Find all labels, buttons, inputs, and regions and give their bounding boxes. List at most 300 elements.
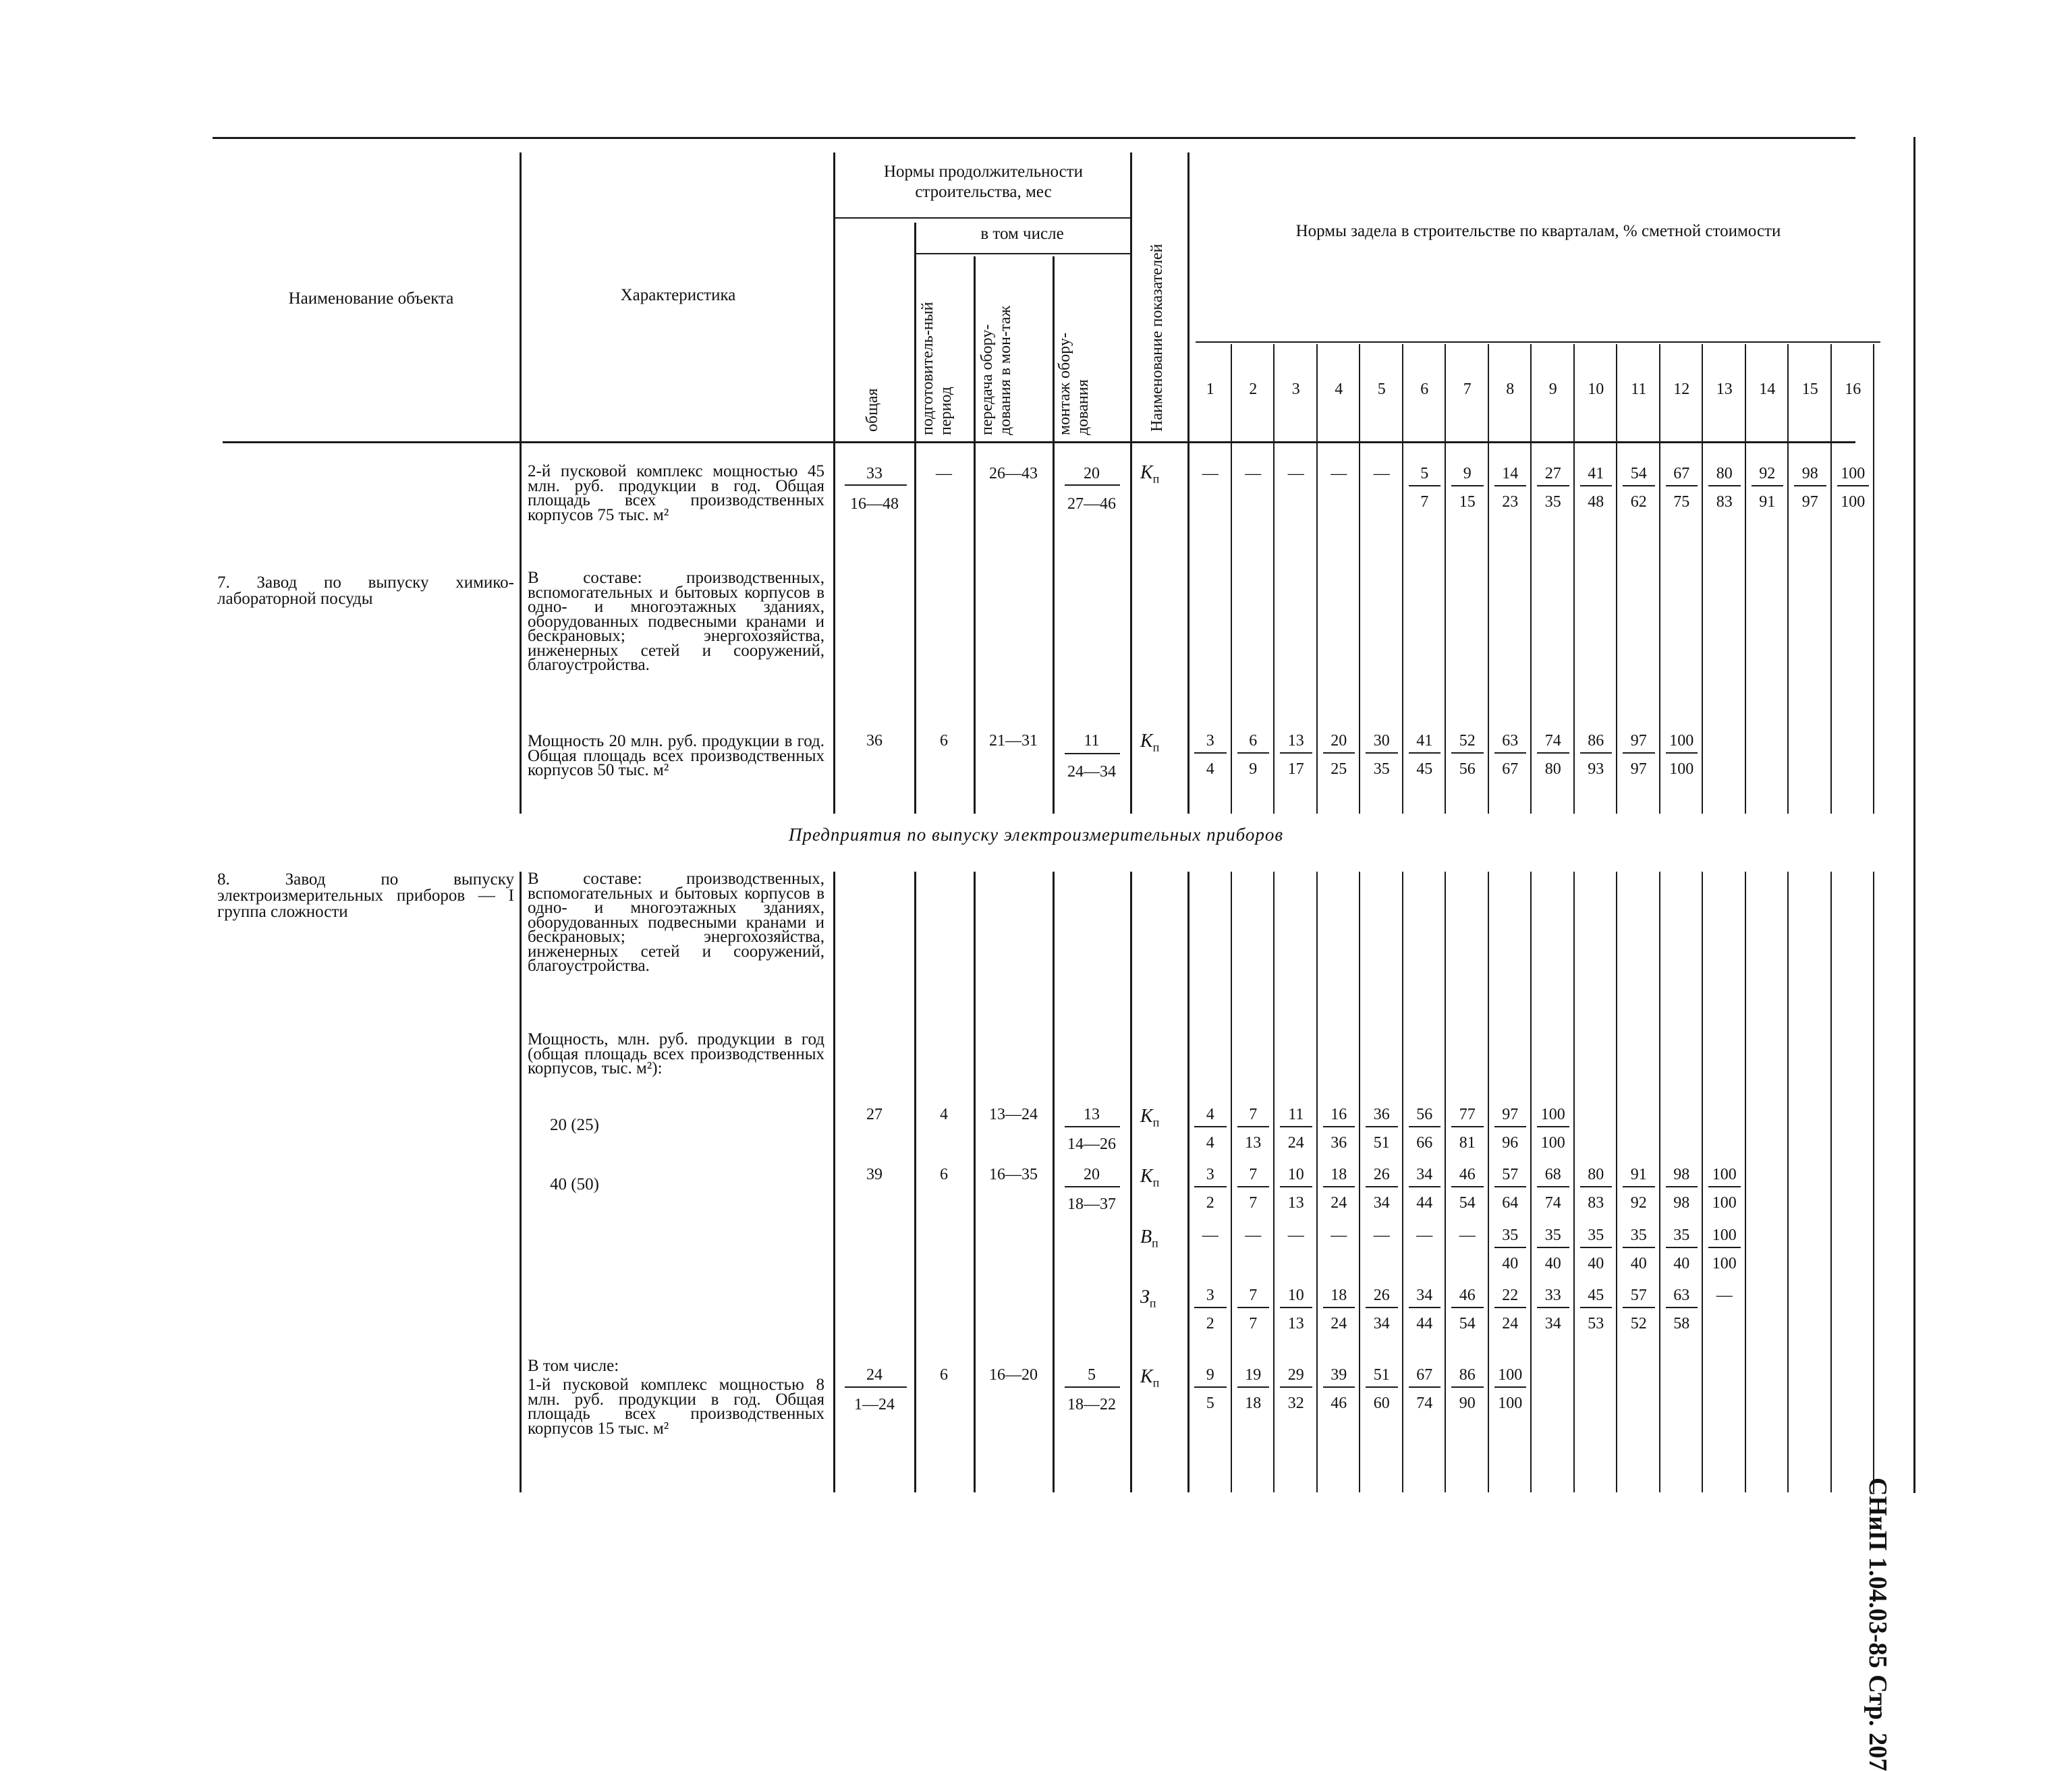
quarter-value-rule	[1494, 1186, 1527, 1187]
top-rule	[213, 137, 1855, 139]
object7-row-a-text: 2-й пусковой комплекс мощностью 45 млн. руб. продукции в год. Общая площадь всех производственных корпусов 75 тыс. м²	[528, 462, 824, 524]
quarter-value-bottom: 83	[1716, 493, 1733, 511]
quarter-column-line	[1830, 872, 1832, 1492]
quarter-value-bottom: 34	[1373, 1315, 1390, 1332]
quarter-value-rule	[1623, 1247, 1655, 1248]
quarter-value-rule	[1666, 1307, 1698, 1308]
quarter-value-bottom: 100	[1669, 760, 1694, 778]
quarter-value-top: 35	[1673, 1227, 1690, 1244]
o7b-prep: 6	[940, 732, 948, 750]
o8-40-install-rule	[1065, 1186, 1120, 1187]
quarter-value-top: —	[1331, 1227, 1347, 1244]
quarter-value-bottom: 24	[1331, 1194, 1347, 1212]
header-object-name: Наименование объекта	[288, 289, 454, 308]
quarter-value-rule	[1366, 1186, 1398, 1187]
quarter-value-top: 56	[1416, 1106, 1433, 1123]
o8c-install: 5	[1088, 1366, 1096, 1384]
quarter-header: 5	[1377, 381, 1386, 398]
o8-40-general: 39	[866, 1166, 883, 1183]
quarter-value-rule	[1623, 485, 1655, 486]
quarter-value-top: 9	[1463, 465, 1472, 482]
quarter-value-bottom: 18	[1245, 1395, 1262, 1412]
quarter-value-bottom: 100	[1540, 1134, 1565, 1152]
quarter-value-bottom: 4	[1206, 1134, 1214, 1152]
quarter-value-rule	[1580, 485, 1613, 486]
quarter-value-top: 30	[1373, 732, 1390, 750]
o8-40-transfer: 16—35	[989, 1166, 1038, 1183]
quarter-value-top: 7	[1249, 1166, 1258, 1183]
quarter-value-rule	[1494, 752, 1527, 754]
quarter-value-top: 6	[1249, 732, 1258, 750]
quarter-value-top: 100	[1540, 1106, 1565, 1123]
quarter-value-top: 35	[1588, 1227, 1604, 1244]
quarter-value-top: 57	[1502, 1166, 1519, 1183]
quarter-header: 15	[1801, 381, 1818, 398]
quarter-value-top: 74	[1544, 732, 1561, 750]
quarter-value-rule	[1323, 1186, 1355, 1187]
o8c-indicator: $К_п$	[1140, 1366, 1160, 1390]
quarter-value-top: 19	[1245, 1366, 1262, 1384]
quarter-value-top: —	[1716, 1287, 1733, 1304]
o8c-general-rule	[845, 1386, 907, 1388]
o8c-transfer: 16—20	[989, 1366, 1038, 1384]
quarter-value-bottom: 44	[1416, 1194, 1433, 1212]
header-in-that: в том числе	[980, 225, 1064, 243]
header-install: монтаж обору-дования	[1056, 333, 1092, 435]
quarter-value-rule	[1580, 1186, 1613, 1187]
quarter-column-line	[1787, 344, 1789, 814]
o7a-general: 33	[866, 465, 883, 482]
quarter-value-top: 35	[1502, 1227, 1519, 1244]
quarter-header: 12	[1673, 381, 1690, 398]
quarter-value-rule	[1708, 485, 1741, 486]
quarter-value-bottom: 90	[1459, 1395, 1476, 1412]
quarter-value-top: —	[1331, 465, 1347, 482]
quarter-value-rule	[1366, 1307, 1398, 1308]
quarter-value-bottom: 51	[1373, 1134, 1390, 1152]
quarter-value-bottom: 40	[1544, 1255, 1561, 1272]
object8-including: В том числе:	[528, 1357, 619, 1375]
quarter-value-bottom: 24	[1287, 1134, 1304, 1152]
col-sep-char-2	[833, 872, 835, 1492]
quarter-value-rule	[1323, 752, 1355, 754]
o8c-install2: 18—22	[1067, 1396, 1116, 1413]
quarter-header: 8	[1506, 381, 1515, 398]
quarter-value-top: —	[1287, 1227, 1304, 1244]
quarter-header: 6	[1420, 381, 1429, 398]
object7-name: 7. Завод по выпуску химико-лабораторной посуды	[217, 573, 514, 608]
quarter-value-top: 41	[1588, 465, 1604, 482]
quarter-value-top: —	[1373, 1227, 1390, 1244]
quarter-value-top: 41	[1416, 732, 1433, 750]
quarter-value-rule	[1237, 1186, 1270, 1187]
quarter-value-bottom: 75	[1673, 493, 1690, 511]
quarter-value-top: 68	[1544, 1166, 1561, 1183]
quarter-value-bottom: 53	[1588, 1315, 1604, 1332]
quarter-value-top: 51	[1373, 1366, 1390, 1384]
quarter-value-top: 7	[1249, 1287, 1258, 1304]
quarter-value-bottom: 52	[1630, 1315, 1647, 1332]
quarter-value-rule	[1451, 1386, 1484, 1388]
quarter-value-top: 10	[1287, 1166, 1304, 1183]
o7a-install2: 27—46	[1067, 495, 1116, 513]
quarter-value-bottom: 62	[1630, 493, 1647, 511]
quarter-value-rule	[1451, 1307, 1484, 1308]
quarter-value-rule	[1194, 1386, 1227, 1388]
quarter-value-top: 100	[1498, 1366, 1523, 1384]
quarter-value-rule	[1666, 752, 1698, 754]
quarter-value-top: 35	[1630, 1227, 1647, 1244]
quarter-value-top: —	[1202, 1227, 1219, 1244]
quarter-value-bottom: 7	[1249, 1315, 1258, 1332]
quarter-value-bottom: 5	[1206, 1395, 1214, 1412]
o8-20-install-rule	[1065, 1126, 1120, 1127]
quarter-value-rule	[1323, 1126, 1355, 1127]
col-sep-name	[520, 152, 522, 814]
quarter-value-rule	[1451, 485, 1484, 486]
quarter-value-rule	[1366, 752, 1398, 754]
col-sep-general	[914, 223, 916, 814]
o8c-install-rule	[1065, 1386, 1120, 1388]
quarter-value-bottom: 98	[1673, 1194, 1690, 1212]
o7a-indicator: $К_п$	[1140, 462, 1160, 486]
o8-40-prep: 6	[940, 1166, 948, 1183]
quarter-value-bottom: 45	[1416, 760, 1433, 778]
quarter-value-top: 13	[1287, 732, 1304, 750]
quarter-value-bottom: 2	[1206, 1194, 1214, 1212]
quarter-value-rule	[1237, 1386, 1270, 1388]
header-prep: подготовитель-ный период	[919, 302, 955, 435]
quarter-value-bottom: 2	[1206, 1315, 1214, 1332]
quarter-value-top: 100	[1841, 465, 1866, 482]
quarter-value-bottom: 36	[1331, 1134, 1347, 1152]
quarter-value-bottom: 34	[1373, 1194, 1390, 1212]
quarter-header: 9	[1548, 381, 1557, 398]
quarter-value-rule	[1623, 752, 1655, 754]
quarter-value-bottom: 17	[1287, 760, 1304, 778]
quarter-value-top: 35	[1544, 1227, 1561, 1244]
o7b-install-rule	[1065, 753, 1120, 754]
quarter-value-bottom: 56	[1459, 760, 1476, 778]
quarter-value-top: 98	[1673, 1166, 1690, 1183]
quarter-value-top: 91	[1630, 1166, 1647, 1183]
col-sep-prep	[974, 256, 976, 814]
quarter-value-bottom: 40	[1588, 1255, 1604, 1272]
header-bottom-rule	[223, 441, 1855, 443]
quarter-value-bottom: 74	[1416, 1395, 1433, 1412]
object8-row40-label: 40 (50)	[550, 1175, 599, 1193]
quarter-value-top: 3	[1206, 1287, 1214, 1304]
quarter-value-bottom: 60	[1373, 1395, 1390, 1412]
quarter-value-top: —	[1202, 465, 1219, 482]
quarter-value-bottom: 25	[1331, 760, 1347, 778]
quarter-value-bottom: 35	[1373, 760, 1390, 778]
quarter-value-top: 22	[1502, 1287, 1519, 1304]
col-sep-norms	[1130, 152, 1132, 814]
quarter-value-bottom: 4	[1206, 760, 1214, 778]
quarter-value-rule	[1494, 1247, 1527, 1248]
o8-40-install2: 18—37	[1067, 1196, 1116, 1213]
quarter-value-top: 27	[1544, 465, 1561, 482]
quarter-column-line	[1830, 344, 1832, 814]
quarter-value-rule	[1194, 1186, 1227, 1187]
quarter-value-top: 29	[1287, 1366, 1304, 1384]
quarter-value-top: 67	[1673, 465, 1690, 482]
o8-20-prep: 4	[940, 1106, 948, 1123]
quarter-value-bottom: 40	[1673, 1255, 1690, 1272]
in-that-rule	[916, 253, 1130, 254]
o7a-transfer: 26—43	[989, 465, 1038, 482]
quarter-value-top: 20	[1331, 732, 1347, 750]
quarter-value-bottom: 58	[1673, 1315, 1690, 1332]
quarter-value-top: 57	[1630, 1287, 1647, 1304]
quarter-value-rule	[1537, 485, 1569, 486]
quarter-value-rule	[1537, 1307, 1569, 1308]
object8-power-intro: Мощность, млн. руб. продукции в год (общая площадь всех производственных корпусов, тыс. м²):	[528, 1030, 824, 1077]
quarter-value-top: 80	[1716, 465, 1733, 482]
header-duration-norms: Нормы продолжительности строительства, мес	[883, 163, 1084, 201]
quarter-header: 4	[1335, 381, 1343, 398]
quarter-value-rule	[1237, 1307, 1270, 1308]
o7a-prep: —	[936, 465, 952, 482]
quarter-value-rule	[1580, 752, 1613, 754]
quarter-value-rule	[1537, 1126, 1569, 1127]
quarter-header: 7	[1463, 381, 1472, 398]
quarter-header: 11	[1631, 381, 1647, 398]
quarter-value-bottom: 9	[1249, 760, 1258, 778]
quarter-value-bottom: 23	[1502, 493, 1519, 511]
quarter-value-bottom: 97	[1630, 760, 1647, 778]
o7b-general: 36	[866, 732, 883, 750]
quarter-value-top: 54	[1630, 465, 1647, 482]
quarter-value-rule	[1451, 1186, 1484, 1187]
section-title: Предприятия по выпуску электроизмерительных приборов	[788, 824, 1284, 845]
o8-40-indicator: $К_п$	[1140, 1166, 1160, 1189]
col-sep-indicator	[1187, 152, 1189, 814]
quarter-value-top: —	[1416, 1227, 1433, 1244]
quarter-value-top: 100	[1712, 1227, 1737, 1244]
o7a-general2: 16—48	[850, 495, 899, 513]
quarter-value-rule	[1794, 485, 1826, 486]
quarter-value-top: 45	[1588, 1287, 1604, 1304]
quarter-header: 14	[1759, 381, 1776, 398]
quarter-value-top: 34	[1416, 1166, 1433, 1183]
quarter-value-top: 92	[1759, 465, 1776, 482]
o7b-install: 11	[1084, 732, 1100, 750]
o8-z-indicator: $З_п$	[1140, 1287, 1156, 1310]
o8-20-install: 13	[1084, 1106, 1100, 1123]
quarter-value-top: 86	[1459, 1366, 1476, 1384]
quarter-value-rule	[1623, 1186, 1655, 1187]
quarter-value-bottom: 83	[1588, 1194, 1604, 1212]
quarter-value-bottom: 13	[1245, 1134, 1262, 1152]
quarter-value-bottom: 46	[1331, 1395, 1347, 1412]
quarter-value-bottom: 93	[1588, 760, 1604, 778]
quarter-value-bottom: 100	[1712, 1255, 1737, 1272]
o8-40-install: 20	[1084, 1166, 1100, 1183]
o7b-install2: 24—34	[1067, 763, 1116, 781]
quarter-value-bottom: 64	[1502, 1194, 1519, 1212]
quarter-value-bottom: 35	[1544, 493, 1561, 511]
norms-header-rule	[835, 217, 1130, 219]
object7-row-b-text: Мощность 20 млн. руб. продукции в год. Общая площадь всех производственных корпусов 50 тыс. м²	[528, 732, 824, 779]
quarter-value-top: 33	[1544, 1287, 1561, 1304]
o7b-transfer: 21—31	[989, 732, 1038, 750]
quarter-header: 16	[1845, 381, 1861, 398]
quarter-value-top: 7	[1249, 1106, 1258, 1123]
quarter-value-bottom: 97	[1801, 493, 1818, 511]
quarter-value-rule	[1194, 1126, 1227, 1127]
quarter-value-bottom: 13	[1287, 1315, 1304, 1332]
quarter-value-rule	[1280, 1307, 1312, 1308]
quarter-value-top: 16	[1331, 1106, 1347, 1123]
quarter-value-rule	[1494, 1307, 1527, 1308]
quarter-value-bottom: 15	[1459, 493, 1476, 511]
quarter-value-bottom: 74	[1544, 1194, 1561, 1212]
quarter-value-top: 97	[1502, 1106, 1519, 1123]
quarter-value-rule	[1194, 1307, 1227, 1308]
o8c-general2: 1—24	[854, 1396, 895, 1413]
quarter-value-rule	[1280, 752, 1312, 754]
quarter-value-bottom: 100	[1712, 1194, 1737, 1212]
quarter-value-top: 63	[1502, 732, 1519, 750]
quarter-value-top: —	[1245, 465, 1262, 482]
object8-name: 8. Завод по выпуску электроизмерительных приборов — I группа сложности	[217, 870, 514, 921]
quarter-value-top: 63	[1673, 1287, 1690, 1304]
quarter-value-top: 46	[1459, 1287, 1476, 1304]
header-backlog: Нормы задела в строительстве по кварталам, % сметной стоимости	[1295, 222, 1781, 240]
object8-composition: В составе: производственных, вспомогательных и бытовых корпусов в одно- и многоэтажных зданиях, оборудованных подвесными кранами и бескрановых; энергохозяйства, инженерных сетей и сооружений, благоустройства.	[528, 870, 824, 975]
quarter-value-rule	[1623, 1307, 1655, 1308]
o7a-general-rule	[845, 484, 907, 486]
quarter-value-rule	[1280, 1126, 1312, 1127]
quarter-value-bottom: 96	[1502, 1134, 1519, 1152]
col-sep-transfer	[1053, 256, 1055, 814]
quarter-header: 10	[1588, 381, 1604, 398]
quarter-value-top: 11	[1288, 1106, 1304, 1123]
quarter-value-rule	[1537, 752, 1569, 754]
quarter-value-top: 14	[1502, 465, 1519, 482]
quarter-value-bottom: 91	[1759, 493, 1776, 511]
quarter-value-bottom: 40	[1502, 1255, 1519, 1272]
quarter-value-bottom: 24	[1502, 1315, 1519, 1332]
quarter-value-top: —	[1373, 465, 1390, 482]
quarter-column-line	[1873, 344, 1874, 814]
o8-20-indicator: $К_п$	[1140, 1106, 1160, 1129]
quarter-value-bottom: 44	[1416, 1315, 1433, 1332]
quarter-value-top: 18	[1331, 1287, 1347, 1304]
o8c-general: 24	[866, 1366, 883, 1384]
quarter-header: 1	[1206, 381, 1214, 398]
quarter-value-rule	[1323, 1386, 1355, 1388]
quarter-value-rule	[1409, 485, 1441, 486]
quarter-value-top: 26	[1373, 1287, 1390, 1304]
quarter-value-rule	[1666, 1247, 1698, 1248]
quarter-value-bottom: 80	[1544, 760, 1561, 778]
quarter-value-top: 100	[1712, 1166, 1737, 1183]
o8-v-indicator: $В_п$	[1140, 1227, 1158, 1250]
quarter-value-rule	[1837, 485, 1870, 486]
quarter-header: 13	[1716, 381, 1733, 398]
quarter-value-rule	[1409, 1386, 1441, 1388]
quarter-value-rule	[1280, 1386, 1312, 1388]
o8c-prep: 6	[940, 1366, 948, 1384]
quarter-value-rule	[1494, 1386, 1527, 1388]
quarter-value-rule	[1580, 1307, 1613, 1308]
quarter-value-bottom: 100	[1498, 1395, 1523, 1412]
quarter-value-top: 46	[1459, 1166, 1476, 1183]
quarter-value-bottom: 7	[1420, 493, 1429, 511]
quarter-value-rule	[1580, 1247, 1613, 1248]
object8-row20-label: 20 (25)	[550, 1116, 599, 1134]
quarter-value-bottom: 66	[1416, 1134, 1433, 1152]
quarter-value-top: —	[1459, 1227, 1476, 1244]
quarter-value-bottom: 54	[1459, 1315, 1476, 1332]
quarter-value-top: 39	[1331, 1366, 1347, 1384]
col-sep-name-2	[520, 872, 522, 1492]
quarter-value-top: 52	[1459, 732, 1476, 750]
quarter-value-bottom: 7	[1249, 1194, 1258, 1212]
quarter-value-bottom: 40	[1630, 1255, 1647, 1272]
quarter-value-bottom: 32	[1287, 1395, 1304, 1412]
o8-20-transfer: 13—24	[989, 1106, 1038, 1123]
quarter-column-line	[1873, 872, 1874, 1492]
quarter-value-rule	[1280, 1186, 1312, 1187]
col-sep-norms-2	[1130, 872, 1132, 1492]
quarter-value-top: 3	[1206, 1166, 1214, 1183]
quarter-value-rule	[1451, 752, 1484, 754]
quarter-value-rule	[1451, 1126, 1484, 1127]
quarter-value-rule	[1194, 752, 1227, 754]
o7a-install-rule	[1065, 484, 1120, 486]
quarter-header: 3	[1291, 381, 1300, 398]
quarter-value-rule	[1494, 1126, 1527, 1127]
col-sep-char	[833, 152, 835, 814]
quarter-value-top: 98	[1801, 465, 1818, 482]
object7-composition: В составе: производственных, вспомогательных и бытовых корпусов в одно- и многоэтажных зданиях, оборудованных подвесными кранами и бескрановых; энергохозяйства, инженерных сетей и сооружений, благоустройства.	[528, 569, 824, 674]
header-general: общая	[864, 388, 881, 432]
quarter-value-top: 100	[1669, 732, 1694, 750]
quarter-value-rule	[1537, 1247, 1569, 1248]
quarter-value-rule	[1666, 485, 1698, 486]
header-indicator: Наименование показателей	[1148, 244, 1166, 432]
quarter-value-rule	[1366, 1126, 1398, 1127]
quarter-column-line	[1787, 872, 1789, 1492]
quarter-value-rule	[1752, 485, 1784, 486]
quarter-value-rule	[1708, 1186, 1741, 1187]
quarter-value-rule	[1666, 1186, 1698, 1187]
quarter-value-top: 34	[1416, 1287, 1433, 1304]
quarter-value-top: —	[1287, 465, 1304, 482]
quarter-value-rule	[1237, 752, 1270, 754]
quarters-header-rule	[1196, 341, 1880, 343]
quarter-value-top: —	[1245, 1227, 1262, 1244]
quarter-value-rule	[1323, 1307, 1355, 1308]
quarter-value-bottom: 24	[1331, 1315, 1347, 1332]
quarter-value-top: 10	[1287, 1287, 1304, 1304]
right-frame-line	[1913, 137, 1915, 1493]
quarter-value-rule	[1409, 1126, 1441, 1127]
quarter-value-bottom: 81	[1459, 1134, 1476, 1152]
header-characteristic: Характеристика	[620, 286, 736, 304]
quarter-value-top: 77	[1459, 1106, 1476, 1123]
quarter-value-rule	[1409, 752, 1441, 754]
quarter-value-bottom: 92	[1630, 1194, 1647, 1212]
quarter-value-bottom: 100	[1841, 493, 1866, 511]
quarter-value-rule	[1409, 1186, 1441, 1187]
quarter-value-bottom: 48	[1588, 493, 1604, 511]
quarter-value-top: 4	[1206, 1106, 1214, 1123]
